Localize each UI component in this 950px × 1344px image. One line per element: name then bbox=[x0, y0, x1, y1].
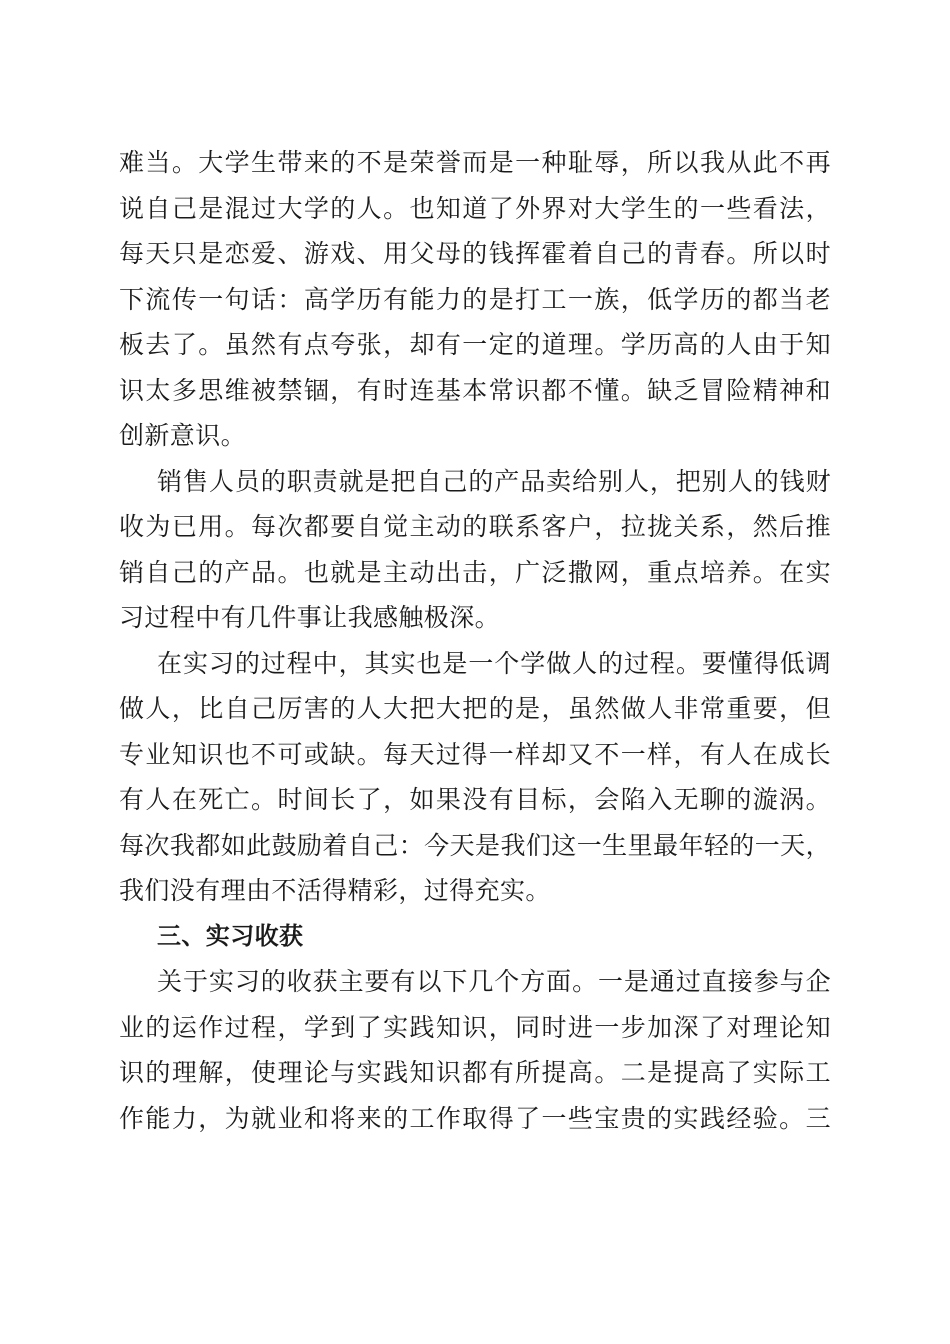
text-line: 在实习的过程中，其实也是一个学做人的过程。要懂得低调 bbox=[157, 648, 831, 678]
text-line: 习过程中有几件事让我感触极深。 bbox=[119, 603, 501, 632]
text-line: 销自己的产品。也就是主动出击，广泛撒网，重点培养。在实 bbox=[119, 557, 831, 587]
text-line: 下流传一句话：高学历有能力的是打工一族，低学历的都当老 bbox=[119, 284, 831, 314]
text-line: 做人，比自己厉害的人大把大把的是，虽然做人非常重要，但 bbox=[119, 694, 831, 723]
text-line: 说自己是混过大学的人。也知道了外界对大学生的一些看法， bbox=[119, 193, 831, 223]
text-line: 有人在死亡。时间长了，如果没有目标，会陷入无聊的漩涡。 bbox=[119, 785, 831, 814]
text-line: 关于实习的收获主要有以下几个方面。一是通过直接参与企 bbox=[157, 967, 831, 996]
text-line: 每次我都如此鼓励着自己：今天是我们这一生里最年轻的一天， bbox=[119, 830, 831, 860]
text-line: 板去了。虽然有点夸张，却有一定的道理。学历高的人由于知 bbox=[119, 330, 831, 359]
text-line: 业的运作过程，学到了实践知识，同时进一步加深了对理论知 bbox=[119, 1012, 831, 1042]
text-line: 销售人员的职责就是把自己的产品卖给别人，把别人的钱财 bbox=[157, 466, 831, 496]
paragraph-4 bbox=[119, 959, 831, 1141]
document-body bbox=[119, 140, 831, 1141]
text-line: 每天只是恋爱、游戏、用父母的钱挥霍着自己的青春。所以时 bbox=[119, 239, 831, 268]
text-line: 识太多思维被禁锢，有时连基本常识都不懂。缺乏冒险精神和 bbox=[119, 375, 831, 405]
text-line: 识的理解，使理论与实践知识都有所提高。二是提高了实际工 bbox=[119, 1058, 831, 1087]
paragraph-1 bbox=[119, 140, 831, 459]
text-line: 创新意识。 bbox=[119, 421, 247, 450]
paragraph-2 bbox=[119, 459, 831, 641]
text-line: 难当。大学生带来的不是荣誉而是一种耻辱，所以我从此不再 bbox=[119, 148, 831, 177]
section-heading: 三、实习收获 bbox=[157, 921, 304, 950]
text-line: 专业知识也不可或缺。每天过得一样却又不一样，有人在成长 bbox=[119, 739, 831, 769]
text-line: 我们没有理由不活得精彩，过得充实。 bbox=[119, 876, 551, 905]
text-line: 作能力，为就业和将来的工作取得了一些宝贵的实践经验。三 bbox=[119, 1103, 831, 1133]
paragraph-3 bbox=[119, 641, 831, 914]
text-line: 收为已用。每次都要自觉主动的联系客户，拉拢关系，然后推 bbox=[119, 512, 831, 541]
